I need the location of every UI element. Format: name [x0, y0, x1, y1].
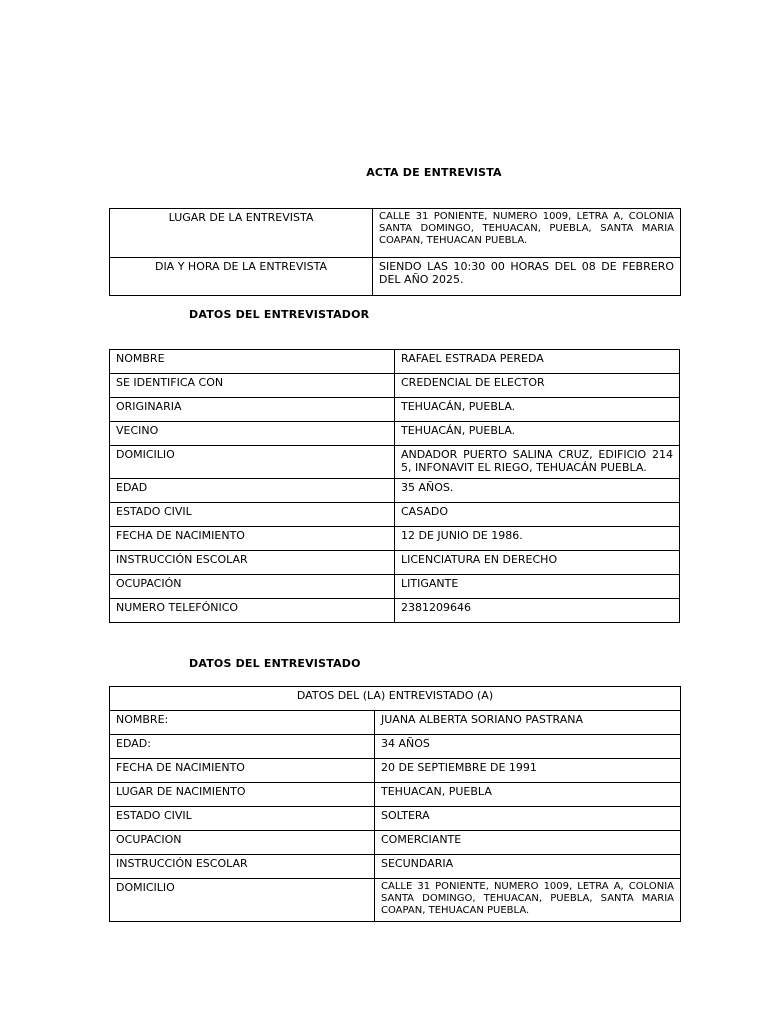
field-value: ANDADOR PUERTO SALINA CRUZ, EDIFICIO 214 5, INFONAVIT EL RIEGO, TEHUACÁN PUEBLA.: [395, 446, 680, 479]
field-label: SE IDENTIFICA CON: [110, 374, 395, 398]
field-label: OCUPACIÓN: [110, 575, 395, 599]
field-label: LUGAR DE NACIMIENTO: [110, 783, 375, 807]
field-value: JUANA ALBERTA SORIANO PASTRANA: [375, 711, 681, 735]
field-value: TEHUACÁN, PUEBLA.: [395, 422, 680, 446]
field-label: INSTRUCCIÓN ESCOLAR: [110, 855, 375, 879]
table-row: [110, 711, 681, 735]
table-row: [110, 759, 681, 783]
table-row: [110, 479, 680, 503]
field-value: COMERCIANTE: [375, 831, 681, 855]
table-row: [110, 503, 680, 527]
field-value: RAFAEL ESTRADA PEREDA: [395, 350, 680, 374]
field-value: CREDENCIAL DE ELECTOR: [395, 374, 680, 398]
field-label: NUMERO TELEFÓNICO: [110, 599, 395, 623]
field-value: SECUNDARIA: [375, 855, 681, 879]
field-value: LICENCIATURA EN DERECHO: [395, 551, 680, 575]
table-row: [110, 735, 681, 759]
table-header-row: [110, 687, 681, 711]
field-label: DOMICILIO: [110, 446, 395, 479]
field-value: TEHUACÁN, PUEBLA.: [395, 398, 680, 422]
table-row: [110, 879, 681, 922]
field-label: OCUPACION: [110, 831, 375, 855]
lugar-label: LUGAR DE LA ENTREVISTA: [110, 209, 373, 258]
entrevistado-heading: DATOS DEL ENTREVISTADO: [189, 657, 361, 670]
field-value: TEHUACAN, PUEBLA: [375, 783, 681, 807]
table-header: DATOS DEL (LA) ENTREVISTADO (A): [110, 687, 681, 711]
table-row: [110, 374, 680, 398]
field-label: FECHA DE NACIMIENTO: [110, 527, 395, 551]
table-row: [110, 258, 681, 296]
field-value: 20 DE SEPTIEMBRE DE 1991: [375, 759, 681, 783]
table-row: [110, 209, 681, 258]
field-label: NOMBRE:: [110, 711, 375, 735]
table-row: [110, 807, 681, 831]
entrevistado-table: [109, 686, 681, 922]
table-row: [110, 398, 680, 422]
field-value: LITIGANTE: [395, 575, 680, 599]
field-label: EDAD:: [110, 735, 375, 759]
field-label: DOMICILIO: [110, 879, 375, 922]
fecha-hora-value: SIENDO LAS 10:30 00 HORAS DEL 08 DE FEBRERO DEL AÑO 2025.: [373, 258, 681, 296]
field-value: 34 AÑOS: [375, 735, 681, 759]
table-row: [110, 350, 680, 374]
field-label: ESTADO CIVIL: [110, 807, 375, 831]
field-label: NOMBRE: [110, 350, 395, 374]
table-row: [110, 855, 681, 879]
table-row: [110, 551, 680, 575]
field-value: CASADO: [395, 503, 680, 527]
document-title: ACTA DE ENTREVISTA: [366, 166, 502, 179]
table-row: [110, 575, 680, 599]
entrevistador-heading: DATOS DEL ENTREVISTADOR: [189, 308, 370, 321]
field-label: ORIGINARIA: [110, 398, 395, 422]
table-row: [110, 422, 680, 446]
field-value: 2381209646: [395, 599, 680, 623]
field-label: INSTRUCCIÓN ESCOLAR: [110, 551, 395, 575]
fecha-hora-label: DIA Y HORA DE LA ENTREVISTA: [110, 258, 373, 296]
field-value: CALLE 31 PONIENTE, NUMERO 1009, LETRA A, COLONIA SANTA DOMINGO, TEHUACAN, PUEBLA, SANTA MARIA COAPAN, TEHUACAN PUEBLA.: [375, 879, 681, 922]
lugar-value: CALLE 31 PONIENTE, NUMERO 1009, LETRA A, COLONIA SANTA DOMINGO, TEHUACAN, PUEBLA, SANTA MARIA COAPAN, TEHUACAN PUEBLA.: [373, 209, 681, 258]
table-row: [110, 599, 680, 623]
table-row: [110, 783, 681, 807]
field-label: EDAD: [110, 479, 395, 503]
entrevistador-table: [109, 349, 680, 623]
lugar-table: [109, 208, 681, 296]
field-value: 12 DE JUNIO DE 1986.: [395, 527, 680, 551]
field-label: FECHA DE NACIMIENTO: [110, 759, 375, 783]
field-label: VECINO: [110, 422, 395, 446]
table-row: [110, 527, 680, 551]
table-row: [110, 446, 680, 479]
field-value: 35 AÑOS.: [395, 479, 680, 503]
field-label: ESTADO CIVIL: [110, 503, 395, 527]
field-value: SOLTERA: [375, 807, 681, 831]
table-row: [110, 831, 681, 855]
